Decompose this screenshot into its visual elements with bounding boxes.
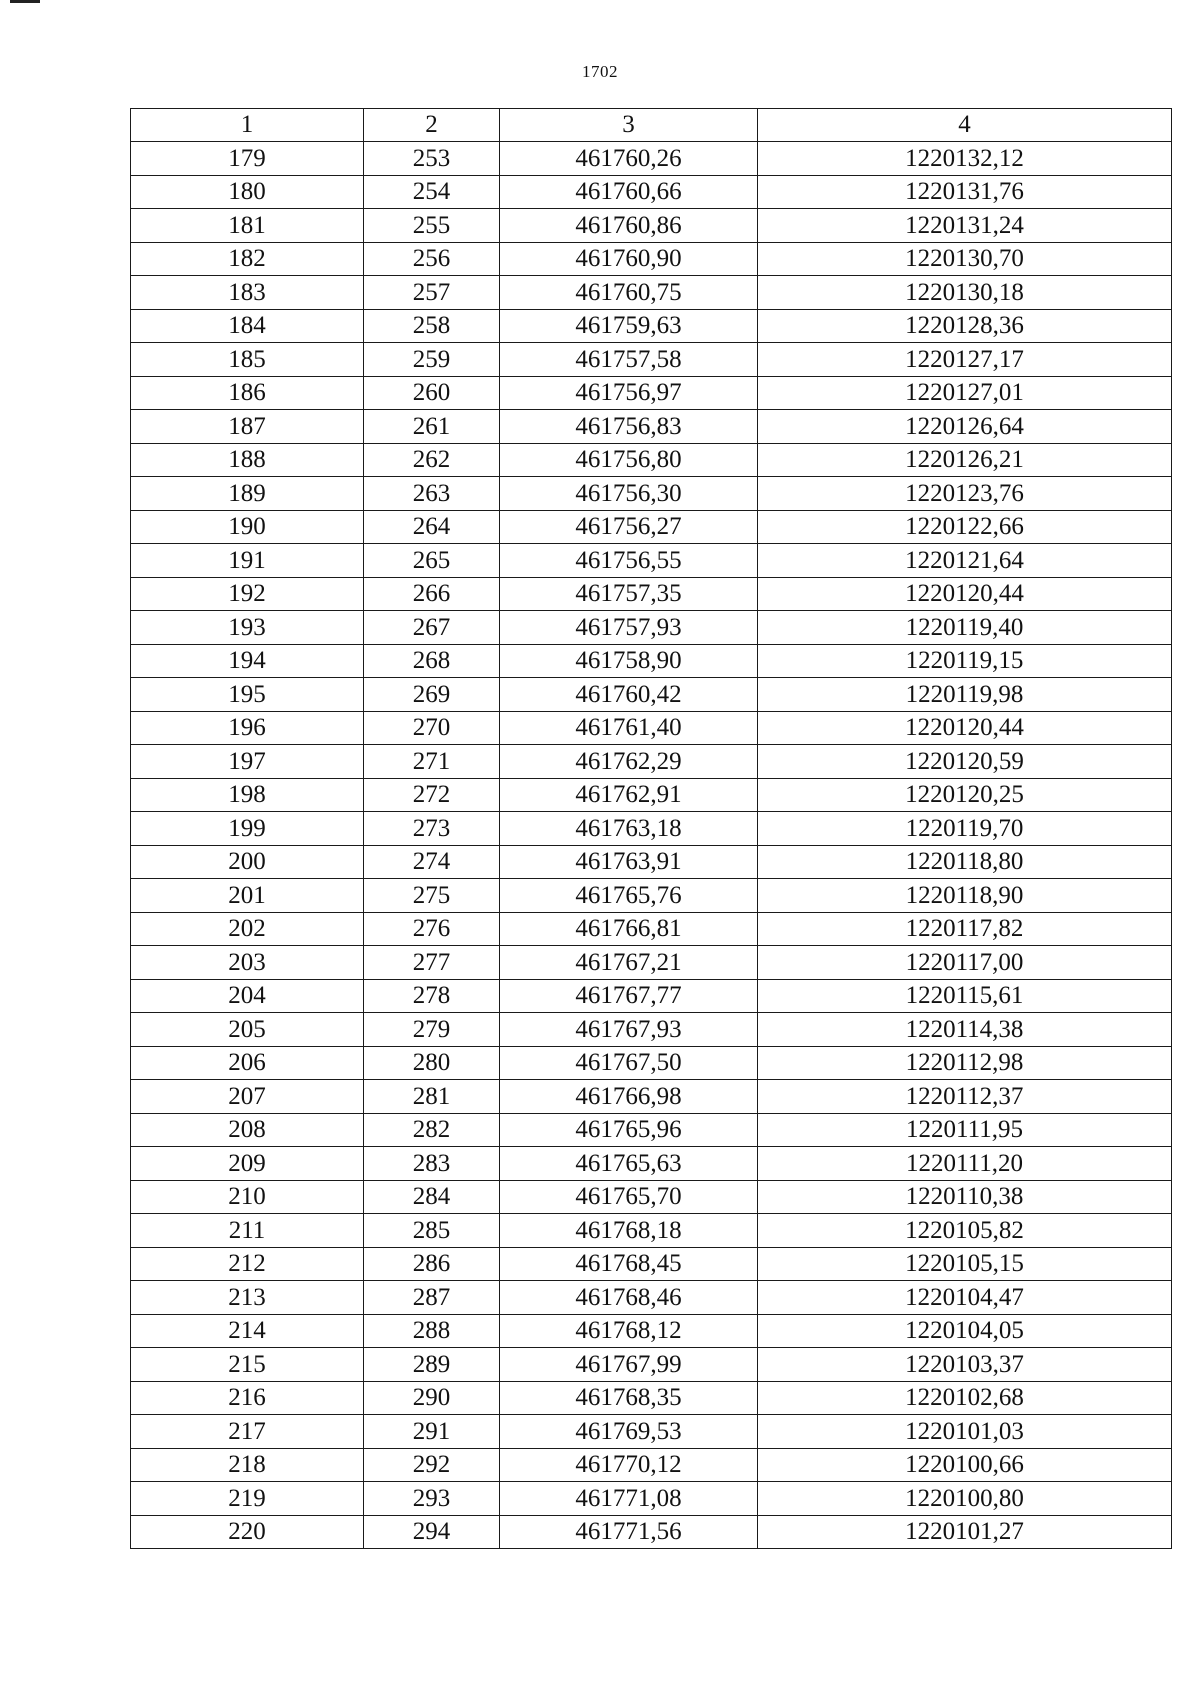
- table-body: [131, 142, 1172, 1549]
- table-cell-col-2: 291: [364, 1415, 500, 1449]
- table-cell-col-3: 461768,46: [500, 1281, 758, 1315]
- table-cell-col-1: 181: [131, 209, 364, 243]
- table-cell-col-2: 281: [364, 1080, 500, 1114]
- table-cell-col-3: 461756,55: [500, 544, 758, 578]
- table-cell-col-2: 268: [364, 644, 500, 678]
- table-cell-col-2: 262: [364, 443, 500, 477]
- table-row: [131, 778, 1172, 812]
- table-cell-col-2: 277: [364, 946, 500, 980]
- table-row: [131, 142, 1172, 176]
- table-cell-col-4: 1220119,98: [758, 678, 1172, 712]
- table-cell-col-1: 206: [131, 1046, 364, 1080]
- table-row: [131, 1482, 1172, 1516]
- table-row: [131, 1080, 1172, 1114]
- table-row: [131, 812, 1172, 846]
- table-cell-col-2: 274: [364, 845, 500, 879]
- table-cell-col-1: 187: [131, 410, 364, 444]
- table-cell-col-3: 461766,98: [500, 1080, 758, 1114]
- table-cell-col-3: 461762,29: [500, 745, 758, 779]
- table-row: [131, 1247, 1172, 1281]
- table-cell-col-1: 189: [131, 477, 364, 511]
- table-cell-col-3: 461765,70: [500, 1180, 758, 1214]
- table-cell-col-4: 1220123,76: [758, 477, 1172, 511]
- table-cell-col-4: 1220104,05: [758, 1314, 1172, 1348]
- table-cell-col-4: 1220110,38: [758, 1180, 1172, 1214]
- table-cell-col-4: 1220111,20: [758, 1147, 1172, 1181]
- table-cell-col-2: 256: [364, 242, 500, 276]
- table-cell-col-4: 1220100,66: [758, 1448, 1172, 1482]
- table-cell-col-3: 461766,81: [500, 912, 758, 946]
- table-cell-col-4: 1220127,01: [758, 376, 1172, 410]
- table-cell-col-2: 263: [364, 477, 500, 511]
- table-cell-col-4: 1220118,80: [758, 845, 1172, 879]
- table-cell-col-1: 203: [131, 946, 364, 980]
- table-row: [131, 1348, 1172, 1382]
- table-cell-col-2: 285: [364, 1214, 500, 1248]
- scan-mark: [10, 0, 40, 3]
- table-cell-col-3: 461770,12: [500, 1448, 758, 1482]
- table-cell-col-2: 294: [364, 1515, 500, 1549]
- table-row: [131, 611, 1172, 645]
- column-header-2: 2: [364, 109, 500, 142]
- table-cell-col-1: 180: [131, 175, 364, 209]
- table-cell-col-4: 1220126,64: [758, 410, 1172, 444]
- table-row: [131, 1147, 1172, 1181]
- table-cell-col-4: 1220104,47: [758, 1281, 1172, 1315]
- table-cell-col-4: 1220105,82: [758, 1214, 1172, 1248]
- table-row: [131, 879, 1172, 913]
- table-cell-col-2: 273: [364, 812, 500, 846]
- column-header-3: 3: [500, 109, 758, 142]
- table-cell-col-3: 461768,45: [500, 1247, 758, 1281]
- table-cell-col-2: 292: [364, 1448, 500, 1482]
- table-cell-col-2: 280: [364, 1046, 500, 1080]
- table-row: [131, 1180, 1172, 1214]
- table-row: [131, 1214, 1172, 1248]
- table-cell-col-4: 1220131,24: [758, 209, 1172, 243]
- table-cell-col-2: 261: [364, 410, 500, 444]
- table-cell-col-1: 208: [131, 1113, 364, 1147]
- table-cell-col-4: 1220132,12: [758, 142, 1172, 176]
- table-cell-col-1: 188: [131, 443, 364, 477]
- table-cell-col-2: 272: [364, 778, 500, 812]
- column-header-1: 1: [131, 109, 364, 142]
- table-cell-col-2: 282: [364, 1113, 500, 1147]
- table-row: [131, 711, 1172, 745]
- table-cell-col-4: 1220122,66: [758, 510, 1172, 544]
- table-cell-col-2: 258: [364, 309, 500, 343]
- table-cell-col-1: 220: [131, 1515, 364, 1549]
- table-cell-col-1: 184: [131, 309, 364, 343]
- table-cell-col-3: 461760,26: [500, 142, 758, 176]
- table-cell-col-2: 286: [364, 1247, 500, 1281]
- table-cell-col-1: 212: [131, 1247, 364, 1281]
- table-row: [131, 1448, 1172, 1482]
- table-cell-col-1: 213: [131, 1281, 364, 1315]
- table-cell-col-3: 461767,93: [500, 1013, 758, 1047]
- table-cell-col-4: 1220130,70: [758, 242, 1172, 276]
- table-cell-col-2: 254: [364, 175, 500, 209]
- table-cell-col-1: 197: [131, 745, 364, 779]
- table-row: [131, 443, 1172, 477]
- table-row: [131, 678, 1172, 712]
- table-cell-col-4: 1220120,25: [758, 778, 1172, 812]
- table-cell-col-3: 461768,12: [500, 1314, 758, 1348]
- table-row: [131, 1381, 1172, 1415]
- table-row: [131, 477, 1172, 511]
- table-cell-col-2: 289: [364, 1348, 500, 1382]
- table-row: [131, 745, 1172, 779]
- table-cell-col-3: 461767,21: [500, 946, 758, 980]
- table-cell-col-4: 1220115,61: [758, 979, 1172, 1013]
- table-cell-col-1: 211: [131, 1214, 364, 1248]
- table-cell-col-1: 202: [131, 912, 364, 946]
- coordinates-table: [130, 108, 1172, 1549]
- table-cell-col-3: 461767,77: [500, 979, 758, 1013]
- table-cell-col-1: 196: [131, 711, 364, 745]
- table-cell-col-4: 1220118,90: [758, 879, 1172, 913]
- table-cell-col-3: 461767,50: [500, 1046, 758, 1080]
- table-cell-col-2: 279: [364, 1013, 500, 1047]
- table-cell-col-4: 1220103,37: [758, 1348, 1172, 1382]
- table-cell-col-2: 290: [364, 1381, 500, 1415]
- table-cell-col-4: 1220101,27: [758, 1515, 1172, 1549]
- table-cell-col-2: 264: [364, 510, 500, 544]
- table-cell-col-1: 201: [131, 879, 364, 913]
- table-cell-col-2: 288: [364, 1314, 500, 1348]
- table-cell-col-3: 461756,80: [500, 443, 758, 477]
- table-cell-col-1: 215: [131, 1348, 364, 1382]
- table-row: [131, 1281, 1172, 1315]
- table-cell-col-4: 1220117,82: [758, 912, 1172, 946]
- table-cell-col-1: 204: [131, 979, 364, 1013]
- table-cell-col-2: 255: [364, 209, 500, 243]
- table-cell-col-3: 461763,18: [500, 812, 758, 846]
- table-cell-col-4: 1220119,15: [758, 644, 1172, 678]
- table-cell-col-3: 461769,53: [500, 1415, 758, 1449]
- header-row: [131, 109, 1172, 142]
- table-cell-col-3: 461763,91: [500, 845, 758, 879]
- table-cell-col-2: 287: [364, 1281, 500, 1315]
- table-cell-col-1: 217: [131, 1415, 364, 1449]
- table-row: [131, 979, 1172, 1013]
- table-cell-col-1: 200: [131, 845, 364, 879]
- table-cell-col-2: 267: [364, 611, 500, 645]
- table-row: [131, 309, 1172, 343]
- table-cell-col-3: 461761,40: [500, 711, 758, 745]
- table-cell-col-4: 1220128,36: [758, 309, 1172, 343]
- table-cell-col-2: 266: [364, 577, 500, 611]
- table-cell-col-3: 461757,93: [500, 611, 758, 645]
- page-number: 1702: [582, 62, 618, 81]
- table-cell-col-3: 461756,97: [500, 376, 758, 410]
- table-cell-col-3: 461767,99: [500, 1348, 758, 1382]
- table-cell-col-4: 1220119,40: [758, 611, 1172, 645]
- table-cell-col-4: 1220130,18: [758, 276, 1172, 310]
- table-cell-col-2: 284: [364, 1180, 500, 1214]
- table-cell-col-1: 190: [131, 510, 364, 544]
- table-cell-col-3: 461759,63: [500, 309, 758, 343]
- table-cell-col-3: 461765,63: [500, 1147, 758, 1181]
- table-cell-col-3: 461756,27: [500, 510, 758, 544]
- table-row: [131, 1314, 1172, 1348]
- table-row: [131, 1046, 1172, 1080]
- table-cell-col-4: 1220131,76: [758, 175, 1172, 209]
- table-row: [131, 544, 1172, 578]
- table-cell-col-3: 461756,30: [500, 477, 758, 511]
- table-cell-col-2: 271: [364, 745, 500, 779]
- table-row: [131, 209, 1172, 243]
- table-row: [131, 845, 1172, 879]
- table-cell-col-1: 191: [131, 544, 364, 578]
- table-cell-col-4: 1220101,03: [758, 1415, 1172, 1449]
- table-cell-col-3: 461760,86: [500, 209, 758, 243]
- table-cell-col-2: 257: [364, 276, 500, 310]
- table-cell-col-2: 275: [364, 879, 500, 913]
- table-cell-col-2: 270: [364, 711, 500, 745]
- table-cell-col-3: 461760,42: [500, 678, 758, 712]
- table-cell-col-1: 185: [131, 343, 364, 377]
- table-row: [131, 410, 1172, 444]
- table-cell-col-3: 461757,35: [500, 577, 758, 611]
- table-cell-col-3: 461768,35: [500, 1381, 758, 1415]
- table-row: [131, 1415, 1172, 1449]
- table-row: [131, 644, 1172, 678]
- table-cell-col-1: 193: [131, 611, 364, 645]
- table-row: [131, 946, 1172, 980]
- table-row: [131, 1013, 1172, 1047]
- table-row: [131, 912, 1172, 946]
- table-cell-col-4: 1220127,17: [758, 343, 1172, 377]
- table-cell-col-3: 461760,75: [500, 276, 758, 310]
- table-cell-col-1: 195: [131, 678, 364, 712]
- table-cell-col-3: 461765,96: [500, 1113, 758, 1147]
- table-cell-col-1: 198: [131, 778, 364, 812]
- table-cell-col-3: 461760,90: [500, 242, 758, 276]
- table-cell-col-4: 1220111,95: [758, 1113, 1172, 1147]
- table-cell-col-1: 192: [131, 577, 364, 611]
- table-cell-col-4: 1220121,64: [758, 544, 1172, 578]
- table-row: [131, 276, 1172, 310]
- table-cell-col-4: 1220126,21: [758, 443, 1172, 477]
- table-cell-col-2: 276: [364, 912, 500, 946]
- table-cell-col-1: 194: [131, 644, 364, 678]
- table-cell-col-1: 219: [131, 1482, 364, 1516]
- table-cell-col-1: 199: [131, 812, 364, 846]
- table-cell-col-2: 260: [364, 376, 500, 410]
- table-cell-col-3: 461765,76: [500, 879, 758, 913]
- table-cell-col-3: 461758,90: [500, 644, 758, 678]
- table-cell-col-4: 1220119,70: [758, 812, 1172, 846]
- table-cell-col-2: 253: [364, 142, 500, 176]
- table-row: [131, 510, 1172, 544]
- table-cell-col-4: 1220112,98: [758, 1046, 1172, 1080]
- table-row: [131, 175, 1172, 209]
- column-header-4: 4: [758, 109, 1172, 142]
- table-cell-col-2: 265: [364, 544, 500, 578]
- table-cell-col-3: 461771,08: [500, 1482, 758, 1516]
- table-cell-col-1: 216: [131, 1381, 364, 1415]
- table-cell-col-3: 461756,83: [500, 410, 758, 444]
- table-cell-col-1: 209: [131, 1147, 364, 1181]
- table-cell-col-4: 1220102,68: [758, 1381, 1172, 1415]
- table-cell-col-3: 461762,91: [500, 778, 758, 812]
- table-header: [131, 109, 1172, 142]
- table-cell-col-1: 207: [131, 1080, 364, 1114]
- table-cell-col-2: 259: [364, 343, 500, 377]
- table-cell-col-1: 182: [131, 242, 364, 276]
- table-cell-col-1: 218: [131, 1448, 364, 1482]
- table-cell-col-4: 1220114,38: [758, 1013, 1172, 1047]
- table-row: [131, 1113, 1172, 1147]
- table-row: [131, 242, 1172, 276]
- table-cell-col-1: 183: [131, 276, 364, 310]
- table-row: [131, 343, 1172, 377]
- table-cell-col-3: 461768,18: [500, 1214, 758, 1248]
- table-cell-col-3: 461757,58: [500, 343, 758, 377]
- table-cell-col-3: 461771,56: [500, 1515, 758, 1549]
- table-cell-col-2: 278: [364, 979, 500, 1013]
- table-row: [131, 577, 1172, 611]
- table-cell-col-1: 210: [131, 1180, 364, 1214]
- table-cell-col-1: 179: [131, 142, 364, 176]
- table-cell-col-2: 293: [364, 1482, 500, 1516]
- table-cell-col-4: 1220100,80: [758, 1482, 1172, 1516]
- table-cell-col-1: 214: [131, 1314, 364, 1348]
- table-cell-col-4: 1220117,00: [758, 946, 1172, 980]
- table-cell-col-1: 205: [131, 1013, 364, 1047]
- table-cell-col-4: 1220105,15: [758, 1247, 1172, 1281]
- table-cell-col-4: 1220120,44: [758, 577, 1172, 611]
- table-cell-col-4: 1220112,37: [758, 1080, 1172, 1114]
- table-cell-col-1: 186: [131, 376, 364, 410]
- table-row: [131, 376, 1172, 410]
- table-cell-col-4: 1220120,44: [758, 711, 1172, 745]
- table-cell-col-2: 269: [364, 678, 500, 712]
- table-cell-col-4: 1220120,59: [758, 745, 1172, 779]
- table-cell-col-3: 461760,66: [500, 175, 758, 209]
- table-cell-col-2: 283: [364, 1147, 500, 1181]
- table-row: [131, 1515, 1172, 1549]
